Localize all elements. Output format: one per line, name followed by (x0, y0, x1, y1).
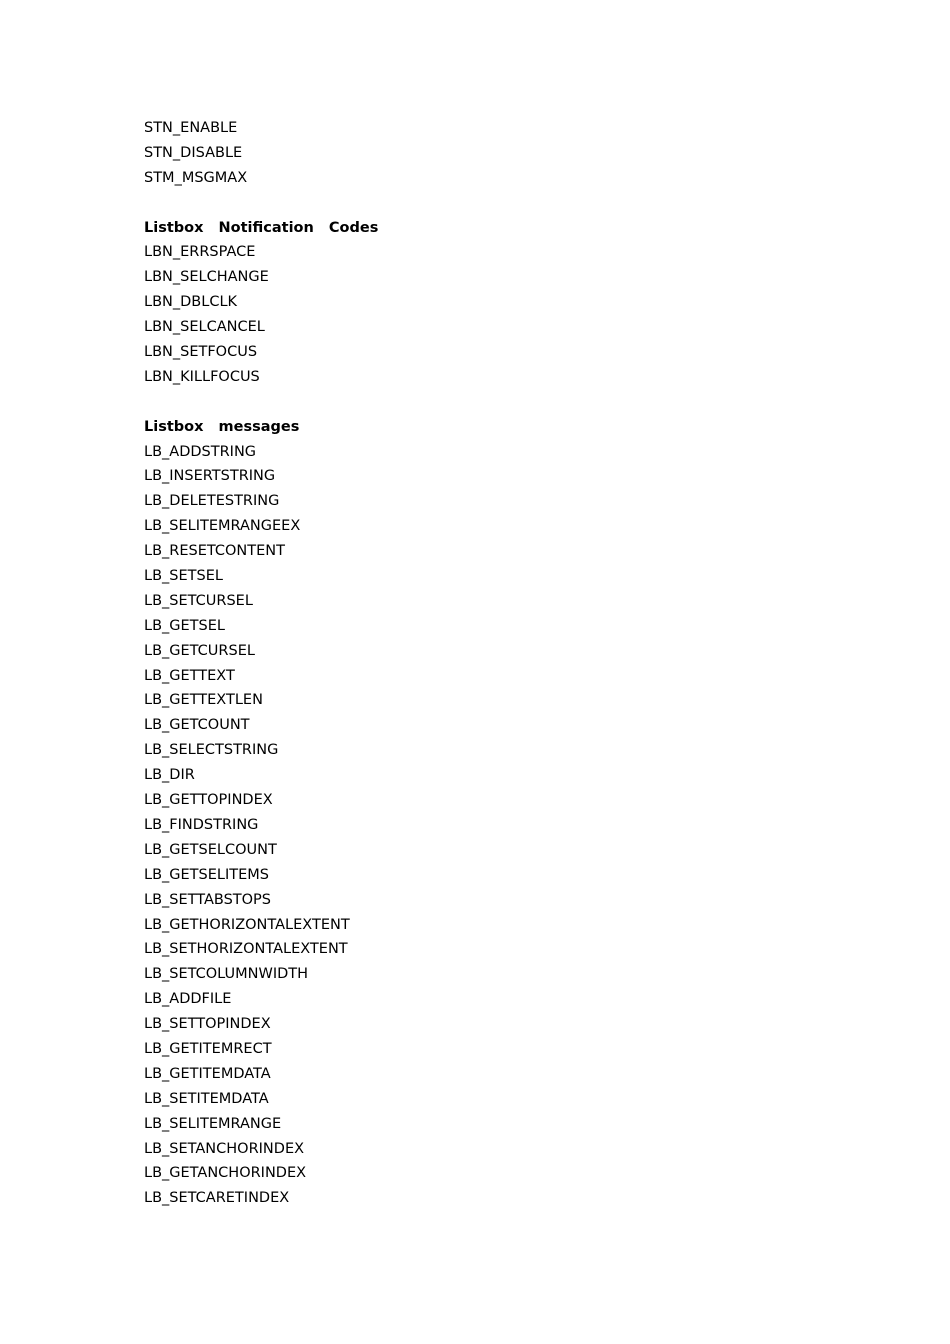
list-item: LB_SETITEMDATA (144, 1090, 269, 1107)
list-item: LB_GETHORIZONTALEXTENT (144, 916, 350, 933)
spacer (144, 390, 844, 415)
list-item: LBN_KILLFOCUS (144, 368, 260, 385)
list-item: LBN_ERRSPACE (144, 244, 256, 261)
list-item: LB_SELITEMRANGEEX (144, 518, 301, 535)
list-item: LB_SETHORIZONTALEXTENT (144, 941, 348, 958)
list-item: LB_SETANCHORINDEX (144, 1140, 305, 1157)
list-item: LB_SELITEMRANGE (144, 1115, 282, 1132)
static-messages-list (144, 116, 844, 191)
list-item: LB_DELETESTRING (144, 493, 280, 510)
list-item: LB_RESETCONTENT (144, 543, 285, 560)
list-item: LB_GETITEMRECT (144, 1040, 272, 1057)
section-heading: Listbox Notification Codes (144, 219, 379, 236)
list-item: LB_ADDFILE (144, 991, 232, 1008)
list-item: LB_DIR (144, 767, 195, 784)
list-item: LB_GETSELITEMS (144, 866, 269, 883)
list-item: STM_MSGMAX (144, 169, 248, 186)
spacer (144, 191, 844, 216)
list-item: LB_GETCOUNT (144, 717, 250, 734)
list-item: LB_SETTOPINDEX (144, 1016, 271, 1033)
list-item: LBN_SELCHANGE (144, 269, 269, 286)
list-item: LB_SELECTSTRING (144, 742, 279, 759)
list-item: LB_SETCOLUMNWIDTH (144, 966, 309, 983)
list-item: LB_GETTEXT (144, 667, 235, 684)
list-item: LBN_SELCANCEL (144, 319, 265, 336)
list-item: LB_GETSEL (144, 617, 225, 634)
list-item: LBN_SETFOCUS (144, 344, 258, 361)
list-item: LB_FINDSTRING (144, 816, 259, 833)
document-page (144, 116, 844, 1211)
list-item: LB_GETSELCOUNT (144, 841, 277, 858)
list-item: STN_DISABLE (144, 144, 243, 161)
list-item: LB_SETTABSTOPS (144, 891, 272, 908)
list-item: LB_SETCARETINDEX (144, 1190, 290, 1207)
list-item: LB_ADDSTRING (144, 443, 257, 460)
listbox-messages-section (144, 415, 844, 1212)
list-item: LBN_DBLCLK (144, 294, 238, 311)
list-item: STN_ENABLE (144, 120, 238, 136)
list-item: LB_INSERTSTRING (144, 468, 276, 485)
section-heading: Listbox messages (144, 418, 300, 435)
list-item: LB_GETITEMDATA (144, 1065, 271, 1082)
list-item: LB_GETTEXTLEN (144, 692, 263, 709)
listbox-notifications-section (144, 216, 844, 390)
list-item: LB_SETSEL (144, 568, 223, 585)
list-item: LB_GETTOPINDEX (144, 792, 273, 809)
list-item: LB_SETCURSEL (144, 592, 253, 609)
list-item: LB_GETANCHORINDEX (144, 1165, 307, 1182)
list-item: LB_GETCURSEL (144, 642, 255, 659)
